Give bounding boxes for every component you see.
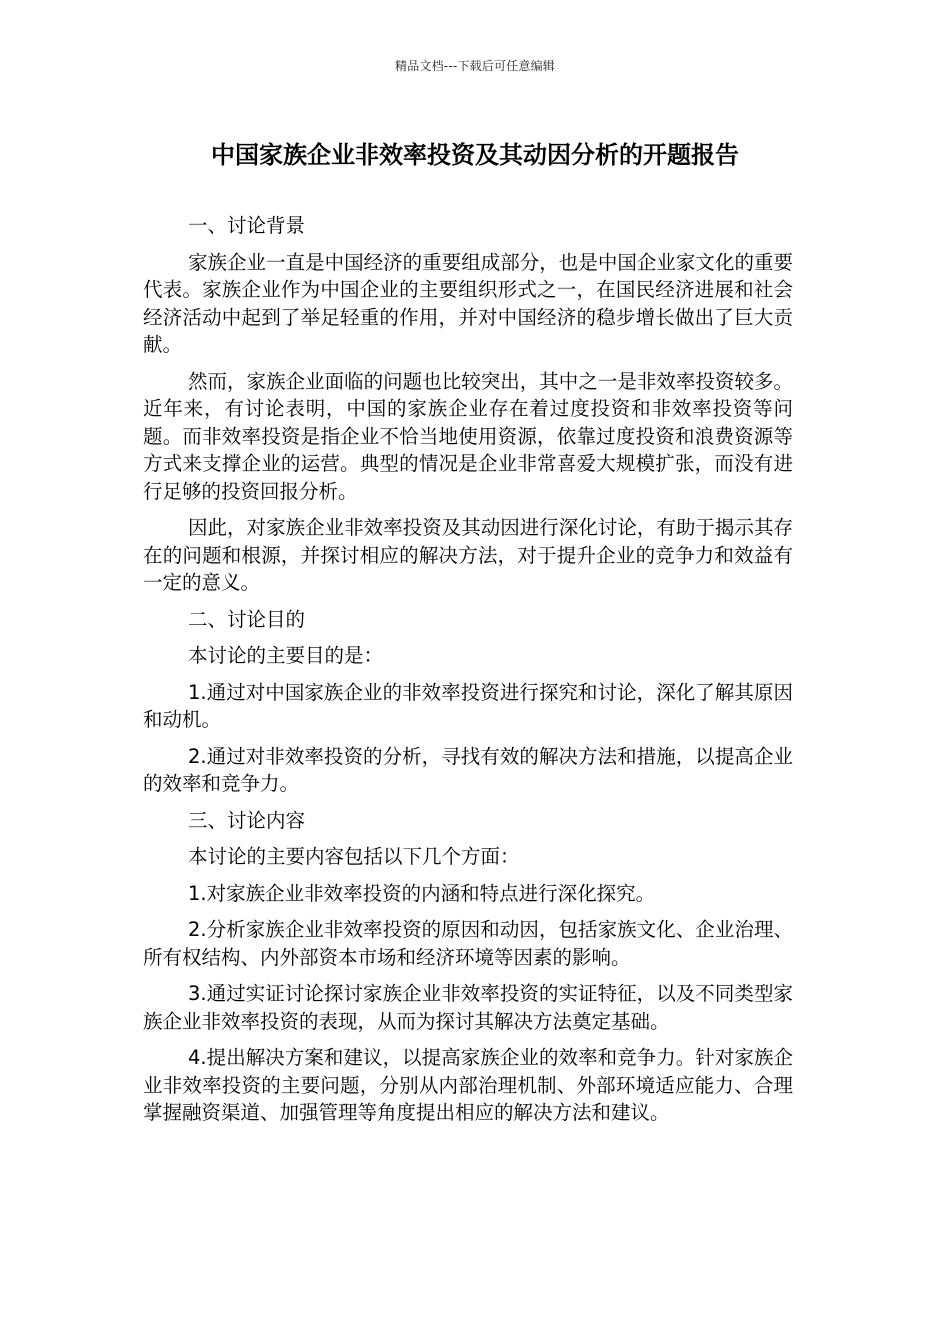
list-item: 3.通过实证讨论探讨家族企业非效率投资的实证特征，以及不同类型家族企业非效率投资的表现，从而为探讨其解决方法奠定基础。 xyxy=(143,982,793,1033)
document-title: 中国家族企业非效率投资及其动因分析的开题报告 xyxy=(211,141,739,169)
list-item: 1.通过对中国家族企业的非效率投资进行探究和讨论，深化了解其原因和动机。 xyxy=(143,680,793,731)
paragraph: 然而，家族企业面临的问题也比较突出，其中之一是非效率投资较多。近年来，有讨论表明，中国的家族企业存在着过度投资和非效率投资等问题。而非效率投资是指企业不恰当地使用资源，依靠过度投资和浪费资源等方式来支撑企业的运营。典型的情况是企业非常喜爱大规模扩张，而没有进行足够的投资回报分析。 xyxy=(143,369,793,503)
section-heading-purpose: 二、讨论目的 xyxy=(188,607,306,631)
header-note: 精品文档---下载后可任意编辑 xyxy=(395,59,555,73)
paragraph: 本讨论的主要内容包括以下几个方面： xyxy=(188,845,520,868)
paragraph: 因此，对家族企业非效率投资及其动因进行深化讨论，有助于揭示其存在的问题和根源，并探讨相应的解决方法，对于提升企业的竞争力和效益有一定的意义。 xyxy=(143,516,793,594)
list-item: 2.分析家族企业非效率投资的原因和动因，包括家族文化、企业治理、所有权结构、内外部资本市场和经济环境等因素的影响。 xyxy=(143,918,793,969)
list-item: 2.通过对非效率投资的分析，寻找有效的解决方法和措施，以提高企业的效率和竞争力。 xyxy=(143,744,793,795)
section-heading-background: 一、讨论背景 xyxy=(188,214,306,237)
paragraph: 家族企业一直是中国经济的重要组成部分，也是中国企业家文化的重要代表。家族企业作为中国企业的主要组织形式之一，在国民经济进展和社会经济活动中起到了举足轻重的作用，并对中国经济的稳步增长做出了巨大贡献。 xyxy=(143,250,793,356)
list-item: 1.对家族企业非效率投资的内涵和特点进行深化探究。 xyxy=(188,881,656,905)
section-heading-content: 三、讨论内容 xyxy=(188,808,306,832)
list-item: 4.提出解决方案和建议，以提高家族企业的效率和竞争力。针对家族企业非效率投资的主要问题，分别从内部治理机制、外部环境适应能力、合理掌握融资渠道、加强管理等角度提出相应的解决方法和建议。 xyxy=(143,1046,793,1124)
paragraph: 本讨论的主要目的是： xyxy=(188,644,384,667)
document-body xyxy=(143,212,793,1136)
